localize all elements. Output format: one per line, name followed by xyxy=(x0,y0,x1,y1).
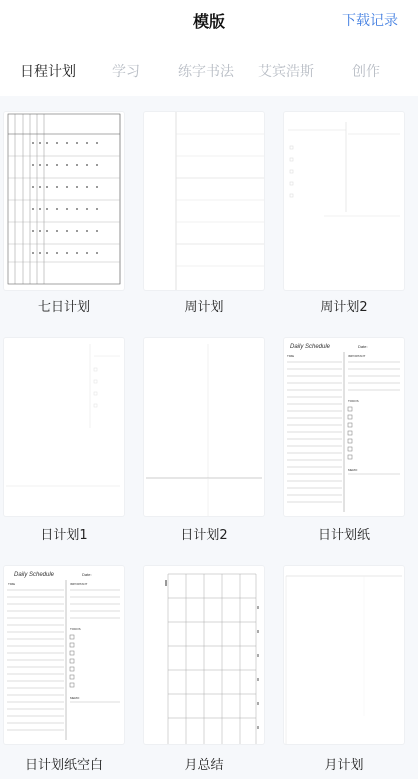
template-card-daily-paper-blank[interactable] xyxy=(4,566,124,744)
date-label: Date: xyxy=(82,572,92,577)
template-label: 周计划 xyxy=(184,300,224,315)
template-card-weekly[interactable] xyxy=(144,112,264,290)
daily-paper-blank-thumbnail xyxy=(4,566,124,744)
template-label: 七日计划 xyxy=(37,300,90,315)
weekly-thumbnail xyxy=(144,112,264,290)
template-grid xyxy=(0,96,418,779)
template-card-daily-1[interactable] xyxy=(4,338,124,516)
todos-label: TODOS xyxy=(70,627,81,631)
category-tabs xyxy=(0,50,418,90)
tab-schedule-plan[interactable]: 日程计划 xyxy=(20,64,76,80)
seven-day-thumbnail xyxy=(4,112,124,290)
monthly-summary-thumbnail xyxy=(144,566,264,744)
memo-label: MEMO xyxy=(70,696,80,700)
tab-study[interactable]: 学习 xyxy=(112,64,140,80)
daily-schedule-heading: Daily Schedule xyxy=(290,344,331,350)
template-card-seven-day[interactable] xyxy=(4,112,124,290)
template-label: 日计划2 xyxy=(180,528,228,543)
top-bar xyxy=(0,0,418,42)
todos-label: TODOS xyxy=(348,399,359,403)
template-card-monthly-plan[interactable] xyxy=(284,566,404,744)
weekly-2-thumbnail xyxy=(284,112,404,290)
daily-schedule-heading: Daily Schedule xyxy=(14,572,55,578)
daily-1-thumbnail xyxy=(4,338,124,516)
template-label: 日计划纸空白 xyxy=(24,758,103,773)
important-column-label: IMPORTANT xyxy=(348,354,366,358)
download-history-link[interactable]: 下载记录 xyxy=(342,13,398,29)
date-label: Date: xyxy=(358,344,368,349)
template-label: 周计划2 xyxy=(320,300,368,315)
daily-2-thumbnail xyxy=(144,338,264,516)
template-label: 月计划 xyxy=(324,758,364,773)
tab-creation[interactable]: 创作 xyxy=(352,64,380,80)
template-card-daily-2[interactable] xyxy=(144,338,264,516)
memo-label: MEMO xyxy=(348,468,358,472)
template-label: 月总结 xyxy=(184,758,224,773)
monthly-plan-thumbnail xyxy=(284,566,404,744)
template-card-monthly-summary[interactable] xyxy=(144,566,264,744)
template-label: 日计划1 xyxy=(40,528,88,543)
important-column-label: IMPORTANT xyxy=(70,582,88,586)
template-card-weekly-2[interactable] xyxy=(284,112,404,290)
time-column-label: TIME xyxy=(8,582,16,586)
template-label: 日计划纸 xyxy=(317,528,370,543)
daily-paper-thumbnail xyxy=(284,338,404,516)
page-title: 模版 xyxy=(192,12,225,31)
template-card-daily-paper[interactable] xyxy=(284,338,404,516)
tab-calligraphy[interactable]: 练字书法 xyxy=(178,64,234,80)
tab-ebbinghaus[interactable]: 艾宾浩斯 xyxy=(258,64,314,80)
time-column-label: TIME xyxy=(287,354,295,358)
